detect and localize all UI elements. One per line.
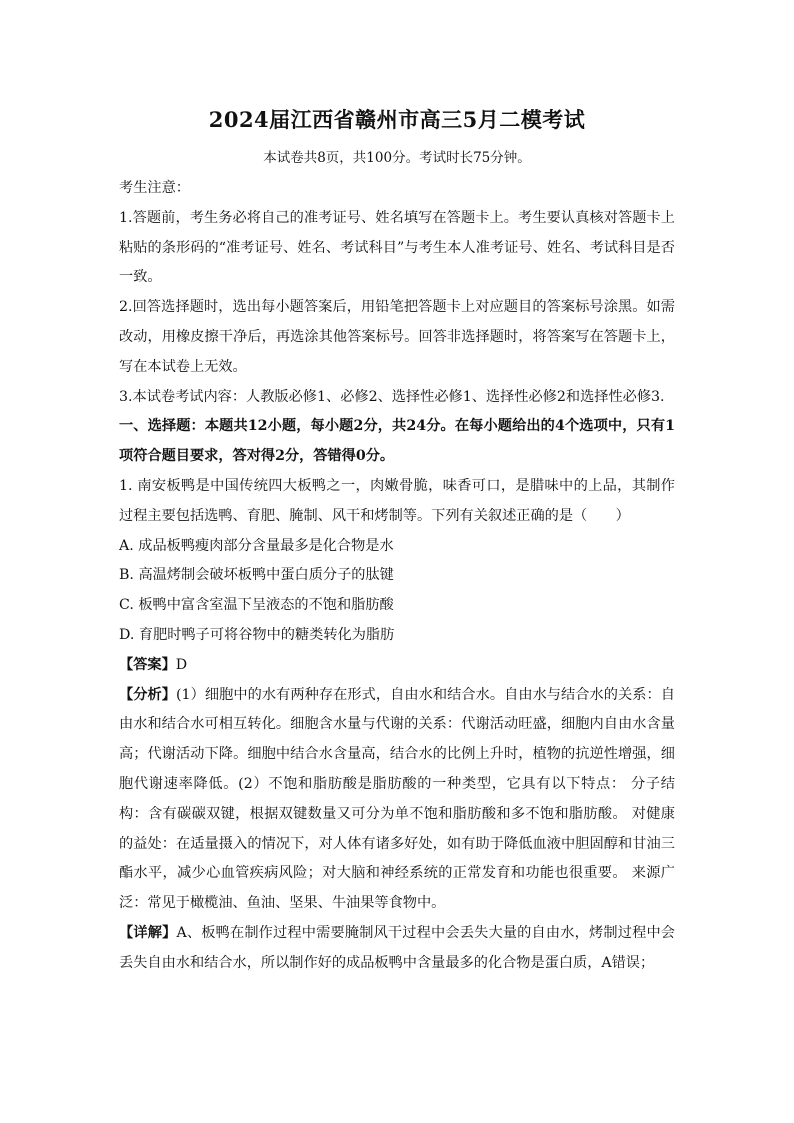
option-c: C. 板鸭中富含室温下呈液态的不饱和脂肪酸 — [119, 597, 394, 614]
analysis-label: 【分析】 — [119, 686, 176, 703]
answer-label: 【答案】 — [119, 656, 176, 673]
exam-info: 本试卷共8页，共100分。考试时长75分钟。 — [263, 150, 531, 166]
question-stem: 1. 南安板鸭是中国传统四大板鸭之一，肉嫩骨脆，味香可口，是腊味中的上品，其制作过程主要包括选鸭、育肥、腌制、风干和烤制等。下列有关叙述正确的是（ ） — [119, 477, 675, 524]
notice-item-3: 3.本试卷考试内容：人教版必修1、必修2、选择性必修1、选择性必修2和选择性必修3. — [119, 388, 665, 405]
notice-item-2: 2.回答选择题时，选出每小题答案后，用铅笔把答题卡上对应题目的答案标号涂黑。如需改动，用橡皮擦干净后，再选涂其他答案标号。回答非选择题时，将答案写在答题卡上，写在本试卷上无效。 — [119, 299, 675, 375]
notice-item-1: 1.答题前，考生务必将自己的准考证号、姓名填写在答题卡上。考生要认真核对答题卡上粘贴的条形码的“准考证号、姓名、考试科目”与考生本人准考证号、姓名、考试科目是否一致。 — [119, 209, 675, 286]
option-b: B. 高温烤制会破坏板鸭中蛋白质分子的肽键 — [119, 567, 394, 584]
answer-value: D — [175, 656, 188, 673]
answer-line — [119, 651, 675, 681]
section-heading: 一、选择题：本题共12小题，每小题2分，共24分。在每小题给出的4个选项中，只有1项符合题目要求，答对得2分，答错得0分。 — [119, 418, 675, 465]
analysis-text: (1）细胞中的水有两种存在形式，自由水和结合水。自由水与结合水的关系：自由水和结合水可相互转化。细胞含水量与代谢的关系：代谢活动旺盛，细胞内自由水含量高；代谢活动下降。细胞中结合水含量高，结合水的比例上升时，植物的抗逆性增强，细胞代谢速率降低。(2）不饱和脂肪酸是脂肪酸的一种类型，它具有以下特点： 分子结构：含有碳碳双键，根据双键数量又可分为单不饱和脂肪酸和多不饱和脂肪酸。 对健康的益处：在适量摄入的情况下，对人体有诸多好处，如有助于降低血液中胆固醇和甘油三酯水平，减少心血管疾病风险；对大脑和神经系统的正常发育和功能也很重要。 来源广泛：常见于橄榄油、鱼油、坚果、牛油果等食物中。 — [119, 686, 675, 912]
page-title: 2024届江西省赣州市高三5月二模考试 — [208, 107, 586, 132]
analysis-paragraph — [119, 681, 675, 919]
detail-label: 【详解】 — [119, 924, 177, 941]
detail-paragraph — [119, 919, 675, 979]
notice-heading: 考生注意： — [119, 180, 190, 196]
detail-text: A、板鸭在制作过程中需要腌制风干过程中会丢失大量的自由水，烤制过程中会丢失自由水和结合水，所以制作好的成品板鸭中含量最多的化合物是蛋白质，A错误； — [119, 924, 675, 971]
option-d: D. 育肥时鸭子可将谷物中的糖类转化为脂肪 — [119, 626, 395, 643]
document-body — [119, 174, 675, 979]
option-a: A. 成品板鸭瘦肉部分含量最多是化合物是水 — [119, 537, 394, 554]
